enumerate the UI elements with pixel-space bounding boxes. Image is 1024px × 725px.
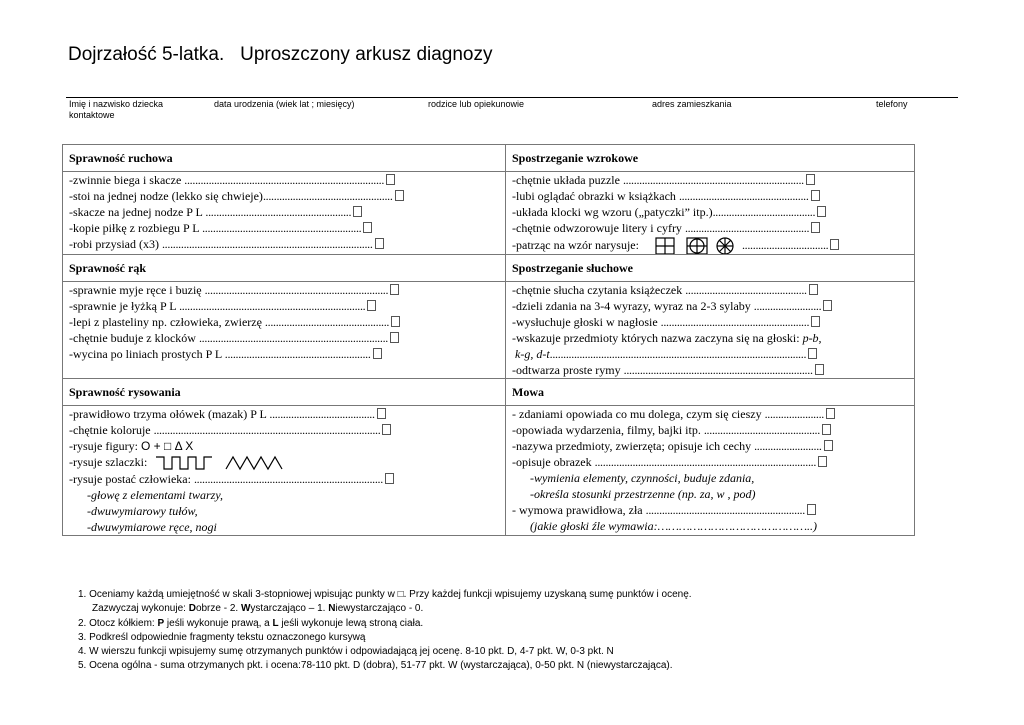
score-box[interactable]: [382, 424, 391, 435]
list-item: -wycina po liniach prostych P L ......................................................: [69, 346, 499, 362]
score-box[interactable]: [807, 504, 816, 515]
section-title-visual: Spostrzeganie wzrokowe: [506, 145, 915, 172]
figures-symbols: O + □ Δ X: [140, 439, 194, 453]
note-3: 3. Podkreśl odpowiednie fragmenty tekstu oznaczonego kursywą: [78, 631, 366, 643]
list-item: -odtwarza proste rymy ......................................................................: [512, 362, 908, 378]
score-box[interactable]: [811, 190, 820, 201]
score-box[interactable]: [391, 316, 400, 327]
sub-item: -dwuwymiarowy tułów,: [87, 504, 198, 518]
list-item: -kopie piłkę z rozbiegu P L ...........................................................: [69, 220, 499, 236]
sub-item: -określa stosunki przestrzenne (np. za, w , pod): [530, 487, 756, 501]
list-item: -chętnie odwzorowuje litery i cyfry ..............................................: [512, 220, 908, 236]
list-item: -chętnie układa puzzle ...................................................................: [512, 172, 908, 188]
list-item: -zwinnie biega i skacze ..........................................................................: [69, 172, 499, 188]
list-item: -rysuje figury: O + □ Δ X: [69, 439, 194, 453]
section-speech: [506, 406, 915, 536]
diagnosis-table: [62, 144, 915, 536]
note-2: 2. Otocz kółkiem: P jeśli wykonuje prawą, a L jeśli wykonuje lewą stroną ciała.: [78, 617, 424, 629]
draw-patterns-icon: [642, 237, 742, 254]
section-title-speech: Mowa: [506, 379, 915, 406]
list-item: -wysłuchuje głoski w nagłosie .......................................................: [512, 314, 908, 330]
score-box[interactable]: [809, 284, 818, 295]
list-item: -robi przysiad (x3) ..............................................................................: [69, 236, 499, 252]
score-box[interactable]: [390, 284, 399, 295]
score-box[interactable]: [390, 332, 399, 343]
section-motor: [63, 172, 506, 255]
list-item: -układa klocki wg wzoru („patyczki” itp.)......................................: [512, 204, 908, 220]
list-item: -chętnie koloruje ....................................................................................: [69, 422, 499, 438]
list-item: -stoi na jednej nodze (lekko się chwieje)................................................: [69, 188, 499, 204]
list-item: -rysuje postać człowieka: ......................................................................: [69, 471, 499, 487]
sub-item: -wymienia elementy, czynności, buduje zdania,: [530, 471, 755, 485]
list-item: -nazywa przedmioty, zwierzęta; opisuje ich cechy .........................: [512, 438, 908, 454]
note-1-scale: Zazwyczaj wykonuje: Dobrze - 2. Wystarczająco – 1. Niewystarczająco - 0.: [92, 603, 424, 615]
page-title: Dojrzałość 5-latka. Uproszczony arkusz diagnozy: [68, 44, 493, 65]
list-item: -sprawnie je łyżką P L .....................................................................: [69, 298, 499, 314]
list-item: -dzieli zdania na 3-4 wyrazy, wyraz na 2-3 sylaby .........................: [512, 298, 908, 314]
field-contact: kontaktowe: [69, 110, 115, 120]
note-4: 4. W wierszu funkcji wpisujemy sumę otrzymanych punktów i odpowiadającą jej ocenę. 8-10 pkt. D, 4-7 pkt. W, 0-3 pkt. N: [78, 646, 614, 658]
score-box[interactable]: [823, 300, 832, 311]
section-title-hands: Sprawność rąk: [63, 255, 506, 282]
field-address: adres zamieszkania: [652, 99, 732, 109]
list-item: k-g, d-t...............................................................................................: [512, 346, 908, 362]
section-visual: [506, 172, 915, 255]
score-box[interactable]: [386, 174, 395, 185]
sub-item: -głowę z elementami twarzy,: [87, 488, 223, 502]
score-box[interactable]: [808, 348, 817, 359]
header-rule: [66, 97, 958, 98]
sub-item: -dwuwymiarowe ręce, nogi: [87, 520, 217, 534]
field-child-name: Imię i nazwisko dziecka: [69, 99, 164, 109]
field-parents: rodzice lub opiekunowie: [428, 99, 525, 109]
score-box[interactable]: [815, 364, 824, 375]
list-item: -lepi z plasteliny np. człowieka, zwierzę ..............................................: [69, 314, 499, 330]
score-box[interactable]: [822, 424, 831, 435]
list-item: -lubi oglądać obrazki w książkach ................................................: [512, 188, 908, 204]
score-box[interactable]: [367, 300, 376, 311]
note-5: 5. Ocena ogólna - suma otrzymanych pkt. i ocena:78-110 pkt. D (dobra), 51-77 pkt. W (wystarczająca), 0-50 pkt. N (niewystarczająca).: [78, 660, 673, 672]
section-title-drawing: Sprawność rysowania: [63, 379, 506, 406]
list-item: -prawidłowo trzyma ołówek (mazak) P L .......................................: [69, 406, 499, 422]
score-box[interactable]: [811, 222, 820, 233]
note-1: 1. Oceniamy każdą umiejętność w skali 3-stopniowej wpisując punkty w □. Przy każdej funkcji wpisujemy uzyskaną sumę punktów i ocenę.: [78, 589, 692, 600]
pronunciation-note: (jakie głoski źle wymawia:……………………………………..): [530, 519, 818, 533]
score-box[interactable]: [363, 222, 372, 233]
section-title-motor: Sprawność ruchowa: [63, 145, 506, 172]
field-birth-date: data urodzenia (wiek lat ; miesięcy): [214, 99, 355, 109]
score-box[interactable]: [806, 174, 815, 185]
list-item: - wymowa prawidłowa, zła ...........................................................: [512, 502, 908, 518]
score-box[interactable]: [377, 408, 386, 419]
list-item: - zdaniami opowiada co mu dolega, czym się cieszy ......................: [512, 406, 908, 422]
score-box[interactable]: [811, 316, 820, 327]
list-item: -chętnie buduje z klocków ......................................................................: [69, 330, 499, 346]
list-item: -opowiada wydarzenia, filmy, bajki itp. ...........................................: [512, 422, 908, 438]
score-box[interactable]: [375, 238, 384, 249]
list-item: -sprawnie myje ręce i buzię ....................................................................: [69, 282, 499, 298]
score-box[interactable]: [395, 190, 404, 201]
list-item: -chętnie słucha czytania książeczek .............................................: [512, 282, 908, 298]
score-box[interactable]: [373, 348, 382, 359]
score-box[interactable]: [830, 239, 839, 250]
score-box[interactable]: [824, 440, 833, 451]
pattern-strokes-icon: [150, 455, 300, 471]
score-box[interactable]: [817, 206, 826, 217]
score-box[interactable]: [385, 473, 394, 484]
list-item: -patrząc na wzór narysuje: ................................: [512, 236, 908, 254]
section-hands: [63, 282, 506, 379]
score-box[interactable]: [353, 206, 362, 217]
section-drawing: [63, 406, 506, 536]
instructions: [78, 588, 692, 674]
field-phones: telefony: [876, 99, 908, 109]
list-item: -wskazuje przedmioty których nazwa zaczyna się na głoski: p-b,: [512, 331, 822, 345]
score-box[interactable]: [818, 456, 827, 467]
score-box[interactable]: [826, 408, 835, 419]
section-title-hearing: Spostrzeganie słuchowe: [506, 255, 915, 282]
section-hearing: [506, 282, 915, 379]
list-item: -skacze na jednej nodze P L ......................................................: [69, 204, 499, 220]
list-item: -opisuje obrazek ..................................................................................: [512, 454, 908, 470]
list-item: -rysuje szlaczki:: [69, 454, 499, 471]
